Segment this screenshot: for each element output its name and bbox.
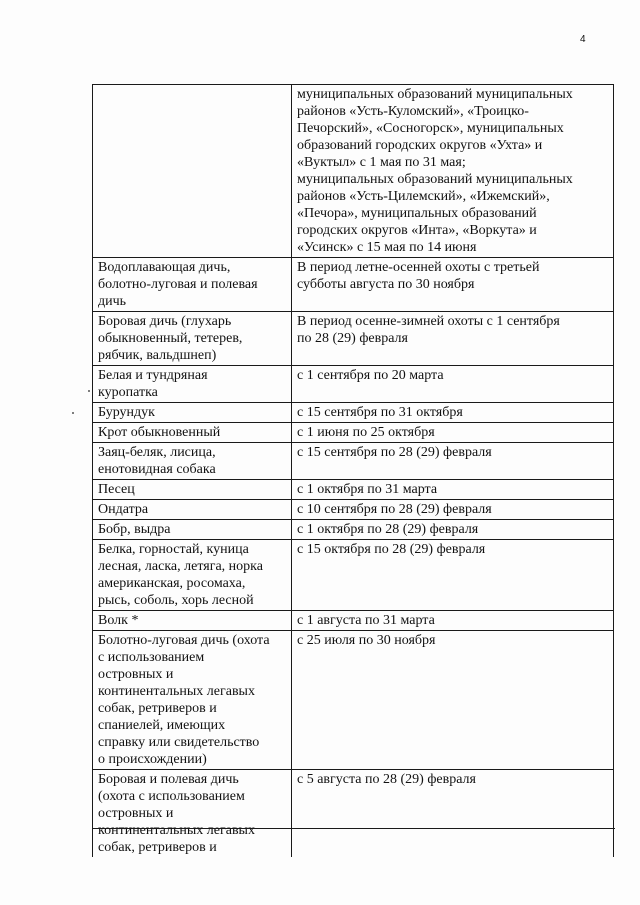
period-line: В период осенне-зимней охоты с 1 сентября (297, 314, 560, 329)
species-cell (93, 520, 292, 540)
period-cell (292, 500, 614, 520)
period-line: муниципальных образований муниципальных (297, 87, 573, 102)
species-cell (93, 366, 292, 403)
period-line: по 28 (29) февраля (297, 331, 408, 346)
page-number: 4 (580, 34, 586, 45)
species-cell (93, 500, 292, 520)
species-line: лесная, ласка, летяга, норка (98, 559, 263, 574)
species-cell (93, 443, 292, 480)
period-line: В период летне-осенней охоты с третьей (297, 260, 540, 275)
period-line: «Печора», муниципальных образований (297, 206, 537, 221)
species-line: енотовидная собака (98, 462, 216, 477)
species-line: Заяц-беляк, лисица, (98, 445, 216, 460)
species-line: дичь (98, 294, 127, 309)
species-line: островных и (98, 806, 174, 821)
period-line: с 25 июля по 30 ноября (297, 633, 436, 648)
species-line: собак, ретриверов и (98, 840, 217, 855)
period-line: районов «Усть-Куломский», «Троицко- (297, 104, 529, 119)
period-line: с 5 августа по 28 (29) февраля (297, 772, 476, 787)
period-line: «Вуктыл» с 1 мая по 31 мая; (297, 155, 466, 170)
period-line: Печорский», «Сосногорск», муниципальных (297, 121, 564, 136)
species-line: болотно-луговая и полевая (98, 277, 258, 292)
table-row (93, 366, 614, 403)
period-line: с 1 сентября по 20 марта (297, 368, 444, 383)
period-cell (292, 258, 614, 312)
species-line: Белая и тундряная (98, 368, 208, 383)
period-cell (292, 85, 614, 258)
species-line: рябчик, вальдшнеп) (98, 348, 217, 363)
species-line (98, 86, 287, 103)
species-line: о происхождении) (98, 752, 207, 767)
table-row (93, 540, 614, 611)
species-cell (93, 258, 292, 312)
species-cell (93, 540, 292, 611)
period-cell (292, 631, 614, 770)
species-line: куропатка (98, 385, 158, 400)
period-line: с 1 октября по 28 (29) февраля (297, 522, 479, 537)
table-row (93, 258, 614, 312)
period-cell (292, 403, 614, 423)
species-line: Боровая и полевая дичь (98, 772, 239, 787)
species-line: собак, ретриверов и (98, 701, 217, 716)
species-line: (охота с использованием (98, 789, 245, 804)
period-cell (292, 770, 614, 858)
table-row (93, 611, 614, 631)
species-line: Бобр, выдра (98, 522, 171, 537)
table-row (93, 500, 614, 520)
species-line: рысь, соболь, хорь лесной (98, 593, 254, 608)
species-line: американская, росомаха, (98, 576, 246, 591)
species-line: континентальных легавых (98, 684, 255, 699)
period-line: субботы августа по 30 ноября (297, 277, 475, 292)
species-line: Водоплавающая дичь, (98, 260, 231, 275)
table-bottom-border (92, 828, 615, 829)
period-cell (292, 520, 614, 540)
period-cell (292, 366, 614, 403)
scan-speck (72, 412, 74, 414)
scan-speck (88, 390, 90, 392)
period-line: муниципальных образований муниципальных (297, 172, 573, 187)
species-cell (93, 480, 292, 500)
species-cell (93, 85, 292, 258)
table-row (93, 85, 614, 258)
period-line: с 1 июня по 25 октября (297, 425, 435, 440)
period-line: с 15 сентября по 31 октября (297, 405, 463, 420)
table-row (93, 520, 614, 540)
period-line: «Усинск» с 15 мая по 14 июня (297, 240, 477, 255)
species-line: с использованием (98, 650, 205, 665)
species-cell (93, 611, 292, 631)
table-row (93, 443, 614, 480)
species-line: Болотно-луговая дичь (охота (98, 633, 270, 648)
period-cell (292, 611, 614, 631)
period-cell (292, 480, 614, 500)
species-line: Боровая дичь (глухарь (98, 314, 232, 329)
table-row (93, 631, 614, 770)
species-line: справку или свидетельство (98, 735, 260, 750)
species-cell (93, 770, 292, 858)
period-line: районов «Усть-Цилемский», «Ижемский», (297, 189, 550, 204)
species-line: Ондатра (98, 502, 149, 517)
species-line: континентальных легавых (98, 823, 255, 838)
species-cell (93, 403, 292, 423)
period-line: с 1 августа по 31 марта (297, 613, 435, 628)
table-row (93, 312, 614, 366)
species-line: спаниелей, имеющих (98, 718, 226, 733)
period-line: городских округов «Инта», «Воркута» и (297, 223, 537, 238)
period-cell (292, 312, 614, 366)
period-cell (292, 540, 614, 611)
species-line: Песец (98, 482, 135, 497)
period-line: с 1 октября по 31 марта (297, 482, 438, 497)
hunting-season-table (92, 84, 614, 857)
species-cell (93, 423, 292, 443)
period-line: с 10 сентября по 28 (29) февраля (297, 502, 492, 517)
table-row (93, 480, 614, 500)
species-line: Бурундук (98, 405, 155, 420)
species-line: островных и (98, 667, 174, 682)
species-line: Белка, горностай, куница (98, 542, 249, 557)
species-line: Крот обыкновенный (98, 425, 221, 440)
table-row (93, 423, 614, 443)
species-cell (93, 312, 292, 366)
species-line: Волк * (98, 613, 139, 628)
species-cell (93, 631, 292, 770)
table-row (93, 770, 614, 858)
period-line: образований городских округов «Ухта» и (297, 138, 543, 153)
period-cell (292, 423, 614, 443)
period-line: с 15 октября по 28 (29) февраля (297, 542, 486, 557)
table-row (93, 403, 614, 423)
period-line: с 15 сентября по 28 (29) февраля (297, 445, 492, 460)
species-line: обыкновенный, тетерев, (98, 331, 243, 346)
period-cell (292, 443, 614, 480)
